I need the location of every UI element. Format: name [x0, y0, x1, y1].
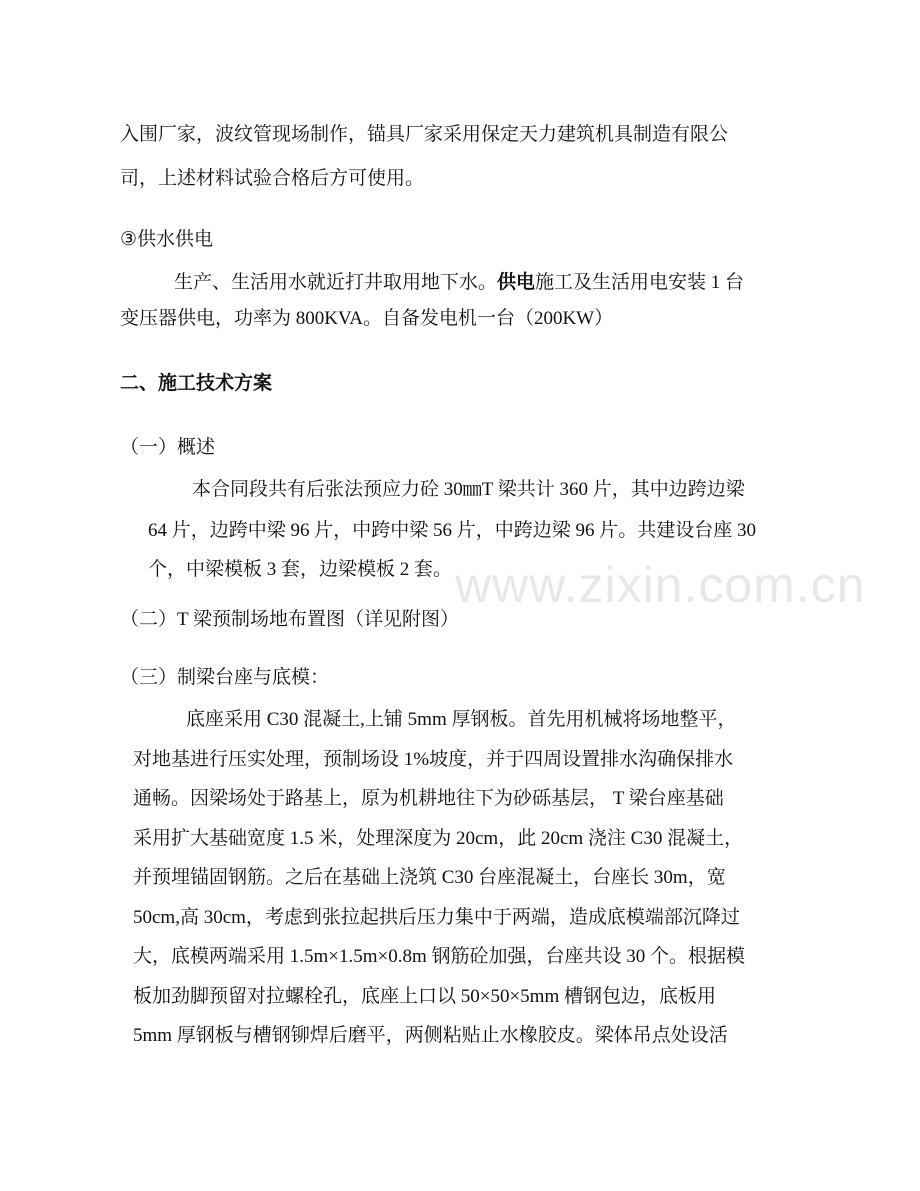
paragraph-line: 司，上述材料试验合格后方可使用。 [120, 168, 425, 189]
paragraph-line: 5mm 厚钢板与槽钢铆焊后磨平，两侧粘贴止水橡胶皮。梁体吊点处设活 [133, 1025, 728, 1046]
watermark: www.zixin.com.cn [455, 557, 866, 613]
paragraph-line: 本合同段共有后张法预应力砼 30㎜T 梁共计 360 片，其中边跨边梁 [192, 479, 745, 500]
paragraph-line [174, 268, 744, 297]
section-heading-water-power: ③供水供电 [120, 228, 214, 250]
chapter-heading: 二、施工技术方案 [120, 372, 273, 394]
paragraph-line: 底座采用 C30 混凝土,上铺 5mm 厚钢板。首先用机械将场地整平， [186, 709, 737, 730]
paragraph-line: 变压器供电，功率为 800KVA。自备发电机一台（200KW） [120, 308, 614, 329]
paragraph-line: 64 片，边跨中梁 96 片，中跨中梁 56 片，中跨边梁 96 片。共建设台座 30 [148, 520, 757, 541]
text-run-bold: 供电 [497, 271, 536, 293]
paragraph-line: 采用扩大基础宽度 1.5 米，处理深度为 20cm，此 20cm 浇注 C30 混凝土， [133, 828, 744, 849]
paragraph-line: 大，底模两端采用 1.5m×1.5m×0.8m 钢筋砼加强，台座共设 30 个。根据模 [133, 946, 746, 967]
subsection-heading-overview: （一）概述 [120, 437, 216, 458]
paragraph-line: 板加劲脚预留对拉螺栓孔，底座上口以 50×50×5mm 槽钢包边，底板用 [133, 986, 716, 1007]
subsection-heading-pedestal: （三）制梁台座与底模： [120, 667, 330, 688]
text-run: 生产、生活用水就近打井取用地下水。 [174, 272, 498, 293]
subsection-heading-layout: （二）T 梁预制场地布置图（详见附图） [120, 609, 460, 630]
paragraph-line: 入围厂家，波纹管现场制作，锚具厂家采用保定天力建筑机具制造有限公 [120, 124, 729, 145]
paragraph-line: 个，中梁模板 3 套，边梁模板 2 套。 [148, 559, 453, 580]
text-run: 施工及生活用电安装 1 台 [535, 272, 745, 293]
paragraph-line: 对地基进行压实处理，预制场设 1%坡度，并于四周设置排水沟确保排水 [133, 749, 734, 770]
paragraph-line: 50cm,高 30cm，考虑到张拉起拱后压力集中于两端，造成底模端部沉降过 [133, 907, 740, 928]
paragraph-line: 并预埋锚固钢筋。之后在基础上浇筑 C30 台座混凝土，台座长 30m，宽 [133, 867, 726, 888]
paragraph-line: 通畅。因梁场处于路基上，原为机耕地往下为砂砾基层， T 梁台座基础 [133, 788, 724, 809]
